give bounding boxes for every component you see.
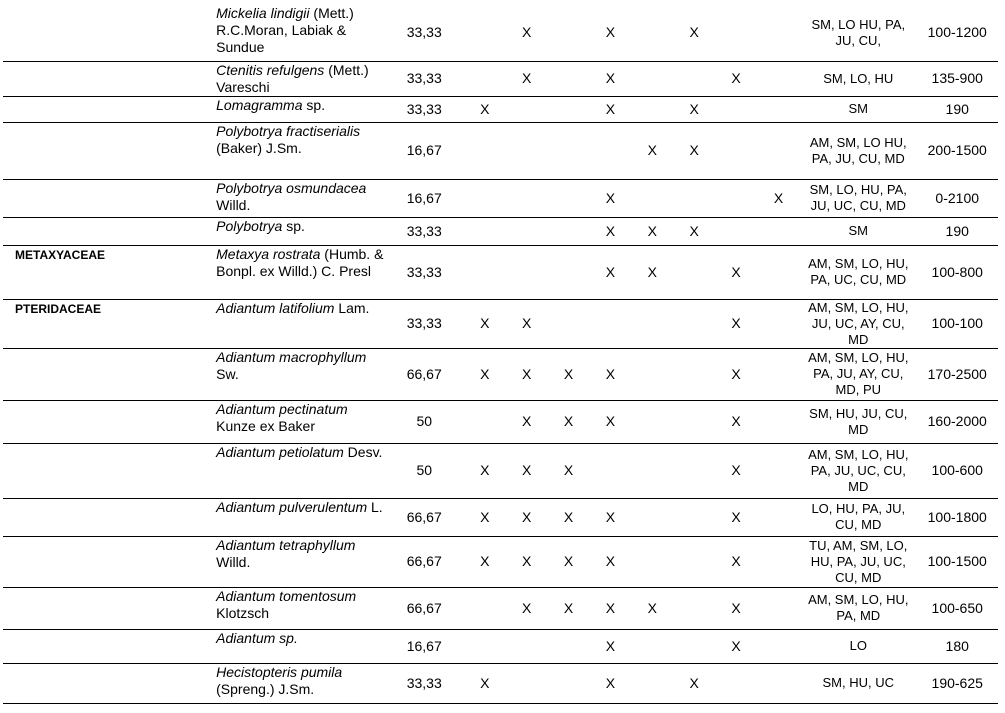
presence-mark: X <box>689 674 699 691</box>
frequency-value: 50 <box>416 462 433 478</box>
presence-mark: X <box>521 365 532 382</box>
presence-mark <box>506 663 548 703</box>
presence-mark <box>757 536 800 587</box>
species-cell <box>210 122 385 179</box>
presence-mark <box>631 5 673 61</box>
presence-mark: X <box>521 462 532 478</box>
species-cell <box>210 179 385 217</box>
presence-mark: X <box>647 599 657 616</box>
distribution-cell: AM, SM, LO, HU, PA, JU, AY, CU, MD, PU <box>808 350 909 397</box>
species-name: Polybotrya <box>216 217 283 234</box>
presence-mark <box>464 400 506 443</box>
species-author: (Humb. & Bonpl. ex Willd.) C. Presl <box>216 245 384 279</box>
presence-mark <box>673 498 715 536</box>
presence-mark: X <box>689 100 699 117</box>
presence-mark <box>673 179 715 217</box>
altitude-cell: 190 <box>945 100 969 117</box>
species-name: Hecistopteris pumila <box>216 663 343 680</box>
species-name: Adiantum pulverulentum <box>216 498 368 515</box>
distribution-cell: AM, SM, LO, HU, PA, UC, CU, MD <box>808 256 909 287</box>
species-cell <box>210 61 385 96</box>
table-row <box>3 587 998 629</box>
distribution-cell: SM, LO, HU, PA, JU, UC, CU, MD <box>809 182 907 213</box>
altitude-cell: 100-1800 <box>927 508 987 525</box>
frequency-value: 33,33 <box>406 674 442 691</box>
species-author: Lam. <box>338 299 370 316</box>
species-name: Metaxya rostrata <box>216 245 321 262</box>
altitude-cell: 170-2500 <box>927 365 987 382</box>
species-author: Klotzsch <box>216 604 270 621</box>
presence-mark: X <box>480 365 490 382</box>
presence-mark: X <box>480 462 490 478</box>
presence-mark <box>464 5 506 61</box>
species-name: Polybotrya fractiserialis <box>216 122 361 139</box>
species-name: Adiantum latifolium <box>216 299 335 316</box>
family-cell <box>3 498 210 536</box>
presence-mark: X <box>521 553 532 569</box>
table-row <box>3 245 998 299</box>
presence-mark: X <box>605 70 616 86</box>
species-name: Adiantum tetraphyllum <box>216 536 356 553</box>
species-cell <box>210 96 385 122</box>
distribution-cell: TU, AM, SM, LO, HU, PA, JU, UC, CU, MD <box>809 537 908 585</box>
presence-mark <box>631 348 673 400</box>
distribution-cell: SM, LO HU, PA, JU, CU, <box>811 16 906 48</box>
presence-mark: X <box>647 222 657 239</box>
presence-mark <box>757 61 800 96</box>
species-author: L. <box>371 498 383 515</box>
species-author: Kunze ex Baker <box>216 417 315 434</box>
presence-mark: X <box>521 24 532 41</box>
presence-mark: X <box>731 70 741 86</box>
presence-mark <box>631 61 673 96</box>
presence-mark: X <box>563 508 574 525</box>
presence-mark <box>506 217 548 245</box>
altitude-cell: 180 <box>945 637 969 654</box>
presence-mark <box>464 179 506 217</box>
distribution-cell: SM <box>848 223 869 238</box>
presence-mark <box>631 629 673 663</box>
species-author: sp. <box>306 96 326 113</box>
presence-mark: X <box>605 599 616 616</box>
presence-mark: X <box>605 553 616 569</box>
presence-mark <box>673 400 715 443</box>
presence-mark: X <box>773 189 784 206</box>
presence-mark <box>715 663 757 703</box>
altitude-cell: 190-625 <box>931 674 983 691</box>
presence-mark <box>548 61 590 96</box>
frequency-value: 16,67 <box>406 142 442 158</box>
altitude-cell: 100-800 <box>931 263 983 280</box>
family-cell <box>3 179 210 217</box>
frequency-value: 33,33 <box>406 315 442 331</box>
distribution-cell: SM, HU, JU, CU, MD <box>809 405 908 437</box>
family-cell <box>3 663 210 703</box>
species-author: sp. <box>286 217 305 234</box>
frequency-value: 33,33 <box>406 24 442 41</box>
presence-mark <box>673 348 715 400</box>
presence-mark <box>715 217 757 245</box>
presence-mark <box>673 443 715 498</box>
presence-mark: X <box>605 508 616 525</box>
family-cell <box>3 629 210 663</box>
distribution-cell: AM, SM, LO, HU, PA, MD <box>808 592 909 623</box>
table-row <box>3 61 998 96</box>
presence-mark <box>757 299 800 348</box>
presence-mark <box>548 96 590 122</box>
altitude-cell: 100-600 <box>931 462 983 478</box>
presence-mark: X <box>605 222 616 239</box>
table-row <box>3 217 998 245</box>
presence-mark <box>757 122 800 179</box>
frequency-value: 16,67 <box>406 189 442 206</box>
presence-mark <box>715 96 757 122</box>
presence-mark <box>548 179 590 217</box>
altitude-cell: 200-1500 <box>927 142 987 158</box>
presence-mark: X <box>689 24 699 41</box>
presence-mark: X <box>731 315 741 331</box>
species-author: Desv. <box>347 443 383 460</box>
presence-mark: X <box>605 24 616 41</box>
presence-mark <box>757 498 800 536</box>
presence-mark <box>464 629 506 663</box>
presence-mark <box>673 61 715 96</box>
distribution-cell: AM, SM, LO HU, PA, JU, CU, MD <box>809 134 907 166</box>
species-cell <box>210 498 385 536</box>
presence-mark: X <box>689 142 699 158</box>
presence-mark <box>673 299 715 348</box>
family-cell <box>3 400 210 443</box>
species-name: Lomagramma <box>216 96 303 113</box>
table-row <box>3 536 998 587</box>
species-author: (Mett.) R.C.Moran, Labiak & Sundue <box>216 5 354 55</box>
frequency-value: 33,33 <box>406 100 442 117</box>
presence-mark <box>506 122 548 179</box>
species-author: (Mett.) Vareschi <box>216 61 369 95</box>
presence-mark: X <box>480 508 490 525</box>
presence-mark <box>631 663 673 703</box>
presence-mark <box>757 400 800 443</box>
presence-mark <box>548 245 590 299</box>
presence-mark <box>757 663 800 703</box>
presence-mark <box>548 122 590 179</box>
species-cell <box>210 629 385 663</box>
presence-mark: X <box>605 263 616 280</box>
presence-mark: X <box>647 263 657 280</box>
species-name: Adiantum pectinatum <box>216 400 348 417</box>
species-author: Willd. <box>216 196 251 213</box>
species-name: Adiantum sp. <box>216 629 298 646</box>
presence-mark <box>631 443 673 498</box>
presence-mark <box>757 245 800 299</box>
species-name: Ctenitis refulgens <box>216 61 325 78</box>
presence-mark: X <box>731 637 741 654</box>
altitude-cell: 160-2000 <box>927 413 987 429</box>
altitude-cell: 135-900 <box>931 70 983 86</box>
presence-mark <box>464 217 506 245</box>
species-cell <box>210 245 385 299</box>
presence-mark <box>757 587 800 629</box>
distribution-cell: SM <box>848 101 869 116</box>
presence-mark <box>631 536 673 587</box>
presence-mark: X <box>480 553 490 569</box>
table-body <box>3 5 998 703</box>
family-cell: PTERIDACEAE <box>15 301 102 316</box>
species-cell <box>210 217 385 245</box>
frequency-value: 66,67 <box>406 508 442 525</box>
species-author: (Spreng.) J.Sm. <box>216 680 315 697</box>
species-cell <box>210 5 385 61</box>
distribution-cell: AM, SM, LO, HU, PA, JU, UC, CU, MD <box>808 446 909 494</box>
species-author: Sw. <box>216 365 239 382</box>
presence-mark <box>673 245 715 299</box>
family-cell <box>3 443 210 498</box>
presence-mark: X <box>731 508 741 525</box>
distribution-cell: SM, HU, UC <box>822 675 895 690</box>
frequency-value: 33,33 <box>406 70 442 86</box>
distribution-cell: LO <box>849 638 867 653</box>
presence-mark <box>757 348 800 400</box>
presence-mark: X <box>521 413 532 429</box>
altitude-cell: 100-1500 <box>927 553 987 569</box>
presence-mark <box>506 629 548 663</box>
presence-mark: X <box>521 70 532 86</box>
altitude-cell: 100-1200 <box>927 24 987 41</box>
table-row <box>3 400 998 443</box>
presence-mark: X <box>563 365 574 382</box>
presence-mark: X <box>605 674 616 691</box>
presence-mark <box>589 443 631 498</box>
species-author: (Baker) J.Sm. <box>216 139 302 156</box>
presence-mark: X <box>480 315 490 331</box>
presence-mark: X <box>605 637 616 654</box>
species-name: Adiantum petiolatum <box>216 443 344 460</box>
presence-mark: X <box>731 462 741 478</box>
presence-mark <box>589 122 631 179</box>
distribution-cell: AM, SM, LO, HU, JU, UC, AY, CU, MD <box>808 299 909 347</box>
presence-mark <box>673 587 715 629</box>
presence-mark: X <box>731 553 741 569</box>
family-cell <box>3 536 210 587</box>
family-cell <box>3 61 210 96</box>
distribution-cell: SM, LO, HU <box>823 70 894 86</box>
frequency-value: 50 <box>416 413 433 429</box>
species-cell <box>210 443 385 498</box>
species-cell <box>210 536 385 587</box>
family-cell <box>3 96 210 122</box>
presence-mark <box>673 629 715 663</box>
species-cell <box>210 663 385 703</box>
presence-mark <box>548 5 590 61</box>
presence-mark: X <box>731 365 741 382</box>
family-cell: METAXYACEAE <box>15 247 106 262</box>
presence-mark <box>464 587 506 629</box>
presence-mark: X <box>480 674 490 691</box>
presence-mark <box>757 217 800 245</box>
species-name: Mickelia lindigii <box>216 5 310 21</box>
presence-mark <box>548 299 590 348</box>
presence-mark <box>631 179 673 217</box>
altitude-cell: 100-100 <box>931 315 983 331</box>
presence-mark <box>506 179 548 217</box>
presence-mark: X <box>605 413 616 429</box>
presence-mark <box>464 61 506 96</box>
presence-mark <box>673 536 715 587</box>
table-row <box>3 443 998 498</box>
frequency-value: 66,67 <box>406 599 442 616</box>
presence-mark <box>715 122 757 179</box>
presence-mark: X <box>563 599 574 616</box>
presence-mark <box>631 299 673 348</box>
family-cell <box>3 587 210 629</box>
frequency-value: 33,33 <box>406 263 442 280</box>
presence-mark: X <box>731 599 741 616</box>
species-name: Adiantum macrophyllum <box>216 348 367 365</box>
presence-mark: X <box>731 263 741 280</box>
family-cell <box>3 122 210 179</box>
presence-mark: X <box>480 100 490 117</box>
presence-mark <box>757 443 800 498</box>
family-cell <box>3 217 210 245</box>
presence-mark: X <box>605 100 616 117</box>
table-row <box>3 122 998 179</box>
presence-mark <box>464 122 506 179</box>
presence-mark: X <box>605 189 616 206</box>
presence-mark <box>589 299 631 348</box>
presence-mark <box>757 629 800 663</box>
table-row <box>3 5 998 61</box>
distribution-cell: LO, HU, PA, JU, CU, MD <box>811 501 906 532</box>
species-name: Polybotrya osmundacea <box>216 179 367 196</box>
presence-mark: X <box>689 222 699 239</box>
altitude-cell: 0-2100 <box>935 189 980 206</box>
frequency-value: 66,67 <box>406 365 442 382</box>
presence-mark <box>631 498 673 536</box>
presence-mark: X <box>563 553 574 569</box>
presence-mark: X <box>605 365 616 382</box>
frequency-value: 16,67 <box>406 637 442 654</box>
species-name: Adiantum tomentosum <box>216 587 357 604</box>
presence-mark <box>506 96 548 122</box>
presence-mark: X <box>563 462 574 478</box>
presence-mark <box>548 217 590 245</box>
presence-mark: X <box>563 413 574 429</box>
family-cell <box>3 348 210 400</box>
species-cell <box>210 299 385 348</box>
species-cell <box>210 348 385 400</box>
altitude-cell: 100-650 <box>931 599 983 616</box>
presence-mark <box>548 663 590 703</box>
presence-mark <box>715 179 757 217</box>
species-author: Willd. <box>216 553 251 570</box>
presence-mark <box>757 96 800 122</box>
presence-mark <box>548 629 590 663</box>
presence-mark <box>631 400 673 443</box>
species-cell <box>210 400 385 443</box>
table-row <box>3 629 998 663</box>
family-cell <box>3 5 210 61</box>
table-row <box>3 663 998 703</box>
presence-mark <box>631 96 673 122</box>
frequency-value: 66,67 <box>406 553 442 569</box>
table-row <box>3 96 998 122</box>
presence-mark: X <box>731 413 741 429</box>
presence-mark: X <box>647 142 657 158</box>
presence-mark <box>464 245 506 299</box>
table-row <box>3 348 998 400</box>
species-table <box>3 5 998 704</box>
table-row <box>3 299 998 348</box>
presence-mark: X <box>521 599 532 616</box>
table-row <box>3 179 998 217</box>
altitude-cell: 190 <box>945 222 969 239</box>
presence-mark <box>506 245 548 299</box>
presence-mark: X <box>521 315 532 331</box>
frequency-value: 33,33 <box>406 222 442 239</box>
presence-mark: X <box>521 508 532 525</box>
table-row <box>3 498 998 536</box>
presence-mark <box>757 5 800 61</box>
presence-mark <box>715 5 757 61</box>
species-cell <box>210 587 385 629</box>
